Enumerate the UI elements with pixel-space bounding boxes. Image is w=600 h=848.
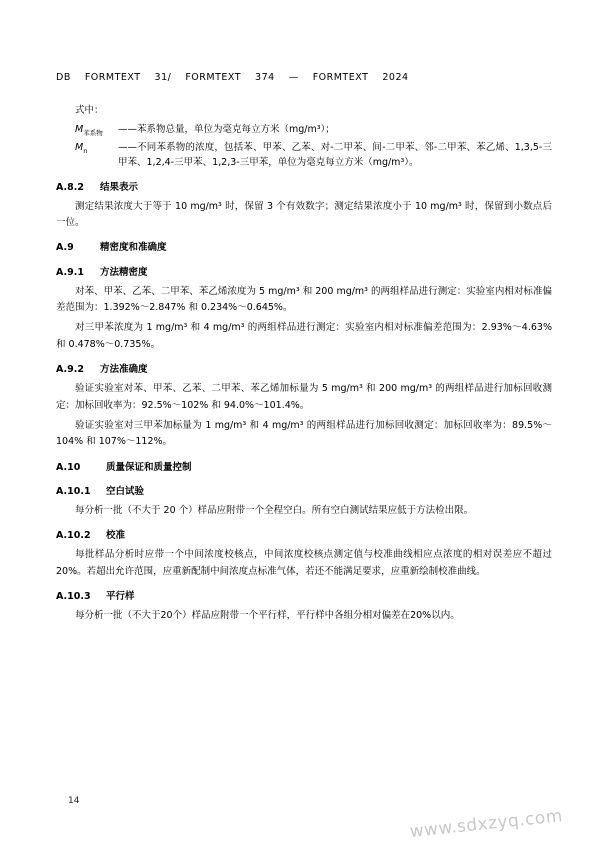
- section-paragraph: 验证实验室对三甲苯加标量为 1 mg/m³ 和 4 mg/m³ 的两组样品进行加标回收测定：加标回收率为：89.5%～104% 和 107%～112%。: [56, 419, 552, 448]
- section-paragraph: 测定结果浓度大于等于 10 mg/m³ 时，保留 3 个有效数字；测定结果浓度小于 10 mg/m³ 时，保留到小数点后一位。: [56, 200, 552, 229]
- header-prefix: DB: [56, 72, 71, 83]
- section-paragraph: 验证实验室对苯、甲苯、乙苯、二甲苯、苯乙烯加标量为 5 mg/m³ 和 200 mg/m³ 的两组样品进行加标回收测定：加标回收率为：92.5%～102% 和 94.0%～101.4%。: [56, 383, 552, 411]
- definition-symbol: $M_n$: [75, 142, 88, 156]
- section-number: A.9.2: [56, 364, 84, 376]
- section-paragraph: 每分析一批（不大于20个）样品应附带一个平行样，平行样中各组分相对偏差在20%以内。: [75, 610, 460, 622]
- section-title: 方法准确度: [100, 364, 148, 376]
- definition-symbol: $M_{苯系物}$: [75, 124, 103, 137]
- header-code2: 374: [255, 72, 275, 83]
- page-number: 14: [68, 796, 80, 806]
- section-paragraph: 对三甲苯浓度为 1 mg/m³ 和 4 mg/m³ 的两组样品进行测定：实验室内相对标准偏差范围为：2.93%～4.63% 和 0.478%～0.735%。: [56, 322, 552, 350]
- section-title: 方法精密度: [100, 266, 148, 278]
- section-number: A.8.2: [56, 181, 84, 193]
- section-heading-a9: [56, 240, 552, 255]
- header-year: 2024: [382, 72, 409, 83]
- section-title: 平行样: [106, 591, 135, 603]
- section-heading-a102: [56, 528, 552, 543]
- page-header: [56, 72, 544, 83]
- section-heading-a91: [56, 265, 552, 280]
- section-paragraph: 对苯、甲苯、乙苯、二甲苯、苯乙烯浓度为 5 mg/m³ 和 200 mg/m³ 的两组样品进行测定：实验室内相对标准偏差范围为：1.392%～2.847% 和 0.234%～0.645%。: [56, 285, 552, 314]
- section-heading-a101: [56, 484, 552, 499]
- header-field3: FORMTEXT: [312, 72, 369, 83]
- section-title: 校准: [106, 530, 126, 542]
- definition-row: [56, 140, 552, 170]
- section-title: 精密度和准确度: [100, 242, 167, 254]
- watermark: www.sdxzyq.com: [409, 806, 564, 843]
- definition-row: [56, 122, 552, 137]
- section-number: A.10.2: [56, 530, 91, 542]
- section-heading-a92: [56, 362, 552, 377]
- section-title: 空白试验: [106, 485, 145, 497]
- definition-description: ——不同苯系物的浓度，包括苯、甲苯、乙苯、对-二甲苯、间-二甲苯、邻-二甲苯、苯乙烯、1,3,5-三甲苯、1,2,4-三甲苯、1,2,3-三甲苯，单位为毫克每立方米（mg/m³）。: [118, 142, 552, 169]
- section-heading-a103: [56, 589, 552, 604]
- definition-description: ——苯系物总量，单位为毫克每立方米（mg/m³）；: [118, 124, 335, 135]
- section-heading-a82: [56, 180, 552, 195]
- section-number: A.10.3: [56, 591, 91, 603]
- section-number: A.10.1: [56, 485, 91, 497]
- document-body: [56, 96, 552, 629]
- section-number: A.9.1: [56, 266, 84, 278]
- header-field2: FORMTEXT: [185, 72, 242, 83]
- section-number: A.10: [56, 461, 81, 473]
- section-title: 质量保证和质量控制: [106, 461, 192, 473]
- header-dash: —: [288, 72, 299, 83]
- section-number: A.9: [56, 242, 74, 254]
- formula-intro: 式中：: [75, 105, 104, 116]
- section-heading-a10: [56, 460, 552, 475]
- header-code1: 31/: [154, 72, 172, 83]
- section-paragraph: 每分析一批（不大于 20 个）样品应附带一个全程空白。所有空白测试结果应低于方法检出限。: [75, 504, 474, 516]
- section-title: 结果表示: [100, 181, 139, 193]
- section-paragraph: 每批样品分析时应带一个中间浓度校核点，中间浓度校核点测定值与校准曲线相应点浓度的相对误差应不超过 20%。若超出允许范围，应重新配制中间浓度点标准气体，若还不能满足要求，应重新绘制校准曲线。: [56, 549, 552, 577]
- header-field1: FORMTEXT: [84, 72, 141, 83]
